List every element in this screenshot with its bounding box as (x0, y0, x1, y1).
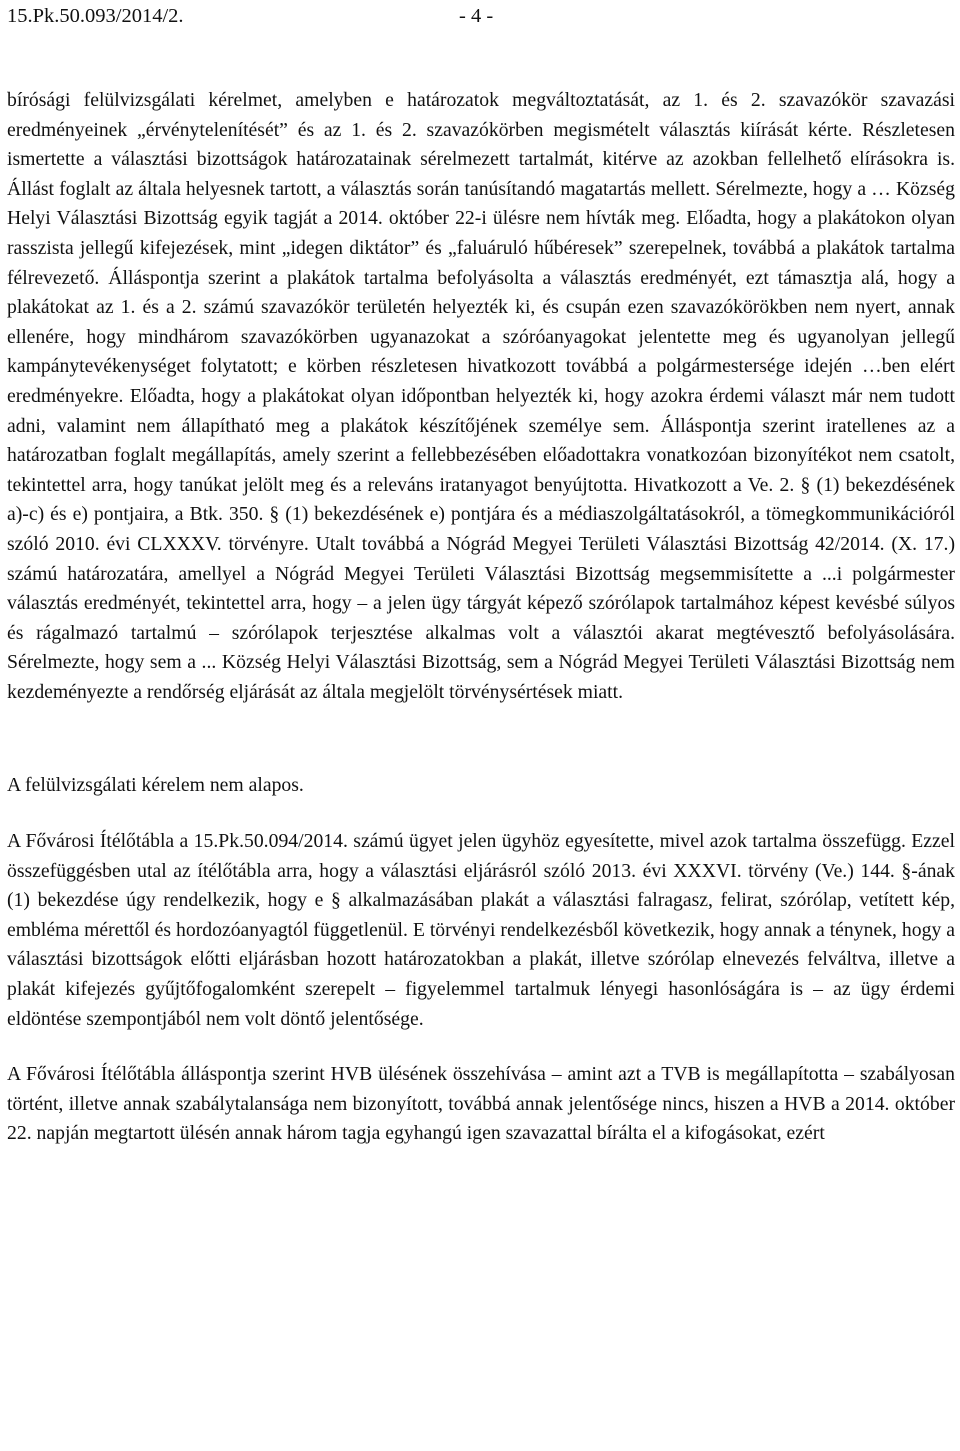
case-reference: 15.Pk.50.093/2014/2. (7, 5, 184, 27)
body-paragraph-ruling: A felülvizsgálati kérelem nem alapos. (7, 774, 304, 797)
page-header (7, 0, 955, 44)
page-number: - 4 - (459, 5, 494, 27)
body-paragraph-petition: bírósági felülvizsgálati kérelmet, amelyben e határozatok megváltoztatását, az 1. és 2. szavazókör szavazási eredményeinek „érvénytelenítését” és az 1. és 2. szavazókörben megismételt választás kiírását kérte. Részletesen ismertette a választási bizottságok határozatainak sérelmezett tartalmát, kitérve az azokban fellelhető elírásokra is. Állást foglalt az általa helyesnek tartott, a választás során tanúsítandó magatartás mellett. Sérelmezte, hogy a … Község Helyi Választási Bizottság egyik tagját a 2014. október 22-i ülésre nem hívták meg. Előadta, hogy a plakátokon olyan rasszista jellegű kifejezések, mint „idegen diktátor” és „faluáruló hűbéresek” szerepelnek, továbbá a plakátok tartalma félrevezető. Álláspontja szerint a plakátok tartalma befolyásolta a választás eredményét, ezt támasztja alá, hogy a plakátokat az 1. és a 2. számú szavazókör területén helyezték ki, és csupán ezen szavazókörökben nem nyert, annak ellenére, hogy mindhárom szavazókörben ugyanazokat a szóróanyagokat jelentette meg és ugyanolyan jellegű kampánytevékenységet folytatott; e körben részletesen hivatkozott továbbá a polgármestersége idején …ben elért eredményekre. Előadta, hogy a plakátokat olyan időpontban helyezték ki, hogy azokra érdemi választ már nem tudott adni, valamint nem állapítható meg a plakátok készítőjének személye sem. Álláspontja szerint iratellenes az a határozatban foglalt megállapítás, amely szerint a fellebbezésében előadottakra vonatkozóan bizonyítékot nem csatolt, tekintettel arra, hogy tanúkat jelölt meg és a releváns iratanyagot benyújtotta. Hivatkozott a Ve. 2. § (1) bekezdésének a)-c) és e) pontjaira, a Btk. 350. § (1) bekezdésének e) pontjára és a médiaszolgáltatásokról, a tömegkommunikációról szóló 2010. évi CLXXXV. törvényre. Utalt továbbá a Nógrád Megyei Területi Választási Bizottság 42/2014. (X. 17.) számú határozatára, amellyel a Nógrád Megyei Területi Választási Bizottság megsemmisítette a ...i polgármester választás eredményét, tekintettel arra, hogy – a jelen ügy tárgyát képező szórólapok tartalmához képest kevésbé súlyos és rágalmazó tartalmú – szórólapok terjesztése alkalmas volt a választói akarat megtévesztő befolyásolására. Sérelmezte, hogy sem a ... Község Helyi Választási Bizottság, sem a Nógrád Megyei Területi Választási Bizottság nem kezdeményezte a rendőrség eljárását az általa megjelölt törvénysértések miatt. (7, 89, 955, 703)
body-paragraph-hvb-session: A Fővárosi Ítélőtábla álláspontja szerint HVB ülésének összehívása – amint azt a TVB is megállapította – szabályosan történt, illetve annak szabálytalansága nem bizonyított, továbbá annak jelentősége nincs, hiszen a HVB a 2014. október 22. napján megtartott ülésén annak három tagja egyhangú igen szavazattal bírálta el a kifogásokat, ezért (7, 1063, 955, 1145)
document-page (7, 0, 955, 1149)
body-paragraph-joinder: A Fővárosi Ítélőtábla a 15.Pk.50.094/2014. számú ügyet jelen ügyhöz egyesítette, mivel azok tartalma összefügg. Ezzel összefüggésben utal az ítélőtábla arra, hogy a választási eljárásról szóló 2013. évi XXXVI. törvény (Ve.) 144. §-ának (1) bekezdése úgy rendelkezik, hogy e § alkalmazásában plakát a választási falragasz, felirat, szórólap, vetített kép, embléma mérettől és hordozóanyagtól függetlenül. E törvényi rendelkezésből következik, hogy annak a ténynek, hogy a választási bizottságok előtti eljárásban hozott határozatokban a plakát, illetve szórólap elnevezés felváltva, illetve a plakát kifejezés gyűjtőfogalomként szerepelt – figyelemmel tartalmuk lényegi hasonlóságára is – az ügy érdemi eldöntése szempontjából nem volt döntő jelentősége. (7, 830, 955, 1030)
